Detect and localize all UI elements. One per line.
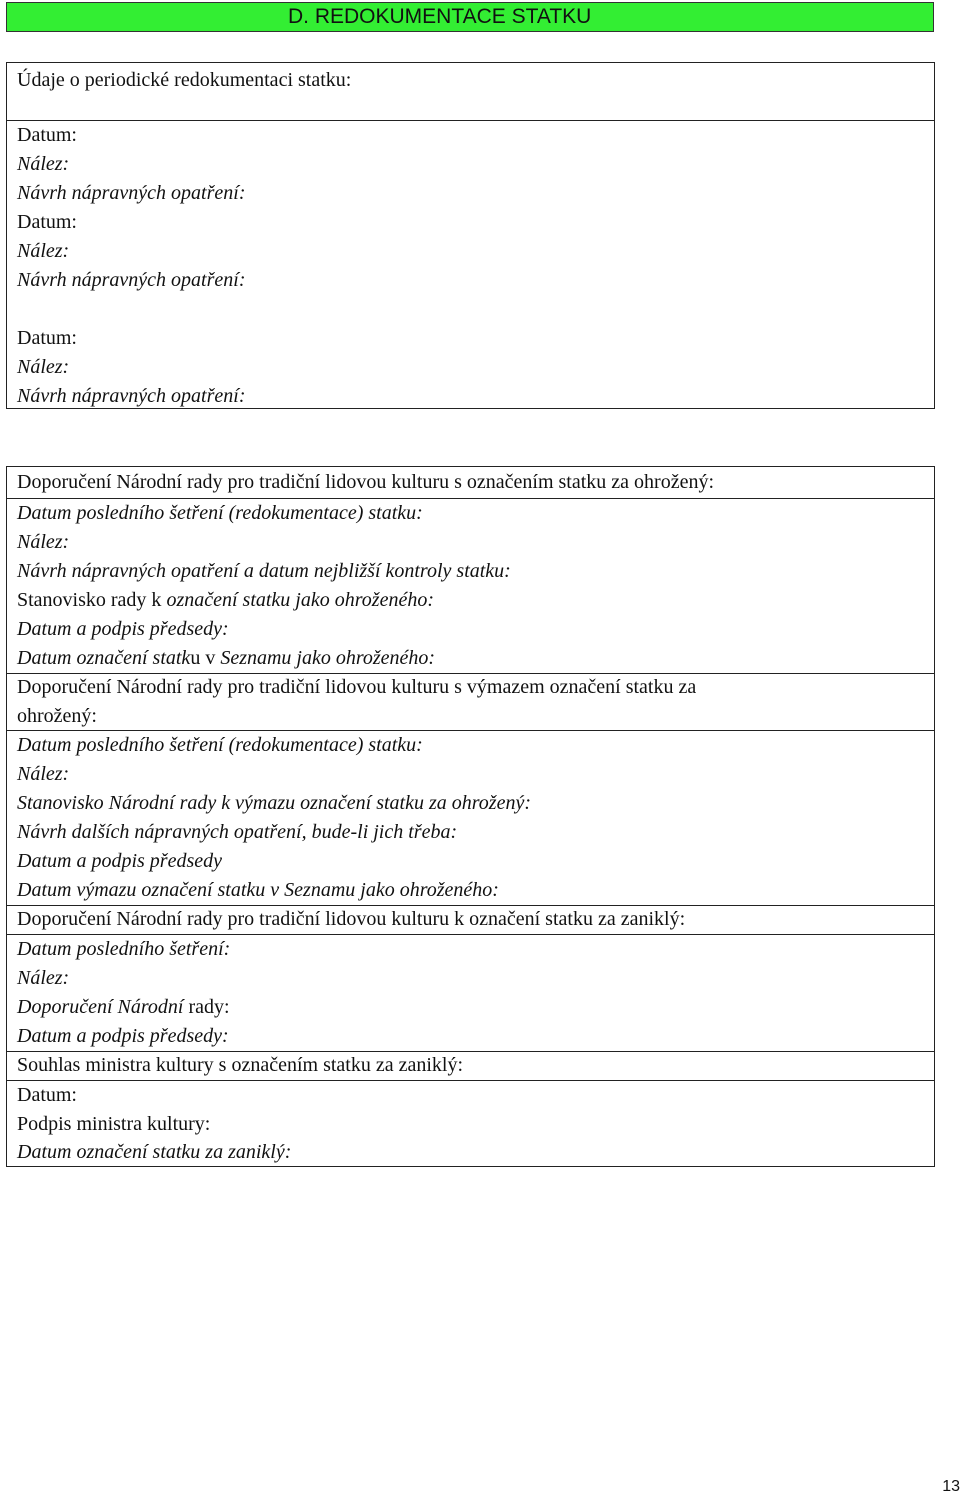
entry-date: Datum:: [17, 211, 77, 233]
council-opinion: [17, 586, 434, 615]
council-removal-opinion: Stanovisko Národní rady k výmazu označení statku za ohrožený:: [17, 792, 531, 814]
removal-recommendation-heading: Doporučení Národní rady pro tradiční lidovou kulturu s výmazem označení statku za: [17, 676, 697, 698]
entry-finding: Nález:: [17, 153, 70, 175]
last-survey-date: Datum posledního šetření (redokumentace) statku:: [17, 734, 423, 756]
last-survey-date: Datum posledního šetření (redokumentace) statku:: [17, 502, 423, 524]
defunct-marking-date: Datum označení statku za zaniklý:: [17, 1141, 292, 1163]
entry-finding: Nález:: [17, 356, 70, 378]
redocumentation-box: [6, 62, 935, 409]
marking-date-tail: Seznamu jako ohroženého:: [220, 647, 436, 669]
redocumentation-heading: Údaje o periodické redokumentaci statku:: [17, 69, 352, 91]
council-opinion-text: označení statku jako ohroženého:: [166, 589, 434, 611]
page-title: D. REDOKUMENTACE STATKU: [288, 5, 592, 28]
status-records-box: [6, 466, 935, 1167]
endangered-marking-date: [17, 644, 435, 673]
chair-date-signature: Datum a podpis předsedy: [17, 850, 222, 872]
endangered-recommendation-heading: Doporučení Národní rady pro tradiční lidovou kulturu s označením statku za ohrožený:: [17, 471, 715, 493]
divider: [7, 1080, 934, 1081]
chair-date-signature: Datum a podpis předsedy:: [17, 618, 229, 640]
finding: Nález:: [17, 967, 70, 989]
chair-date-signature: Datum a podpis předsedy:: [17, 1025, 229, 1047]
minister-consent-heading: Souhlas ministra kultury s označením statku za zaniklý:: [17, 1054, 464, 1076]
council-opinion-label: Stanovisko rady k: [17, 589, 167, 611]
last-survey-date: Datum posledního šetření:: [17, 938, 231, 960]
finding: Nález:: [17, 763, 70, 785]
entry-proposal: Návrh nápravných opatření:: [17, 385, 246, 407]
finding: Nález:: [17, 531, 70, 553]
removal-date: Datum výmazu označení statku v Seznamu jako ohroženého:: [17, 879, 499, 901]
section-title-bar: [6, 2, 934, 32]
entry-date: Datum:: [17, 327, 77, 349]
removal-recommendation-heading-cont: ohrožený:: [17, 705, 97, 727]
marking-date-mid: u v: [190, 647, 221, 669]
further-remedial-proposal: Návrh dalších nápravných opatření, bude-li jich třeba:: [17, 821, 458, 843]
entry-proposal: Návrh nápravných opatření:: [17, 182, 246, 204]
consent-date: Datum:: [17, 1084, 77, 1106]
entry-date: Datum:: [17, 124, 77, 146]
page-number: 13: [942, 1478, 960, 1495]
minister-signature: Podpis ministra kultury:: [17, 1113, 211, 1135]
marking-date-label: Datum označení statk: [17, 647, 191, 669]
defunct-recommendation-heading: Doporučení Národní rady pro tradiční lidovou kulturu k označení statku za zaniklý:: [17, 908, 686, 930]
remedial-proposal: Návrh nápravných opatření a datum nejbližší kontroly statku:: [17, 560, 511, 582]
divider: [7, 120, 934, 121]
entry-proposal: Návrh nápravných opatření:: [17, 269, 246, 291]
council-recommendation-tail: rady:: [188, 996, 230, 1018]
council-recommendation-label: Doporučení Národní: [17, 996, 189, 1018]
entry-finding: Nález:: [17, 240, 70, 262]
council-recommendation: [17, 993, 230, 1022]
